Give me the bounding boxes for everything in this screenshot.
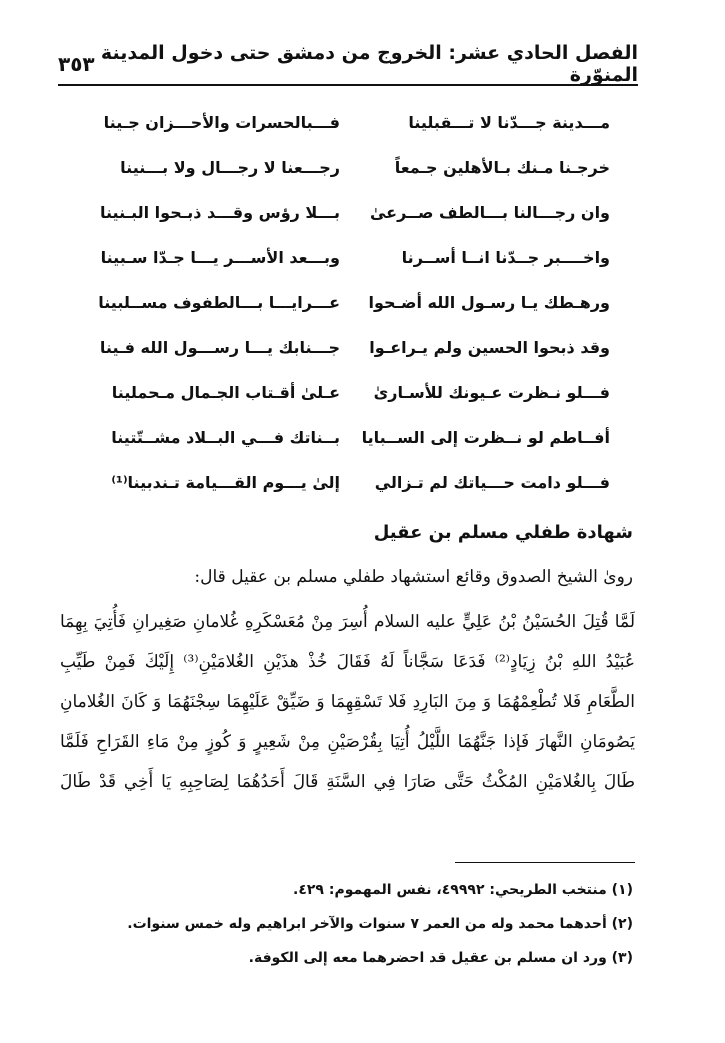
footnote: (٢) أحدهما محمد وله من العمر ٧ سنوات والآخر ابراهيم وله خمس سنوات.	[127, 916, 633, 932]
narration-text	[60, 602, 635, 802]
footnote: (١) منتخب الطريحي: ٤٩٩٩٢، نفس المهموم: ٤٢٩.	[293, 882, 633, 898]
poem-verse	[100, 370, 610, 415]
poem-verse	[100, 235, 610, 280]
verse-first-hemistich: وان رجـــالنا بـــالطف صــرعىٰ	[369, 203, 610, 222]
verse-second-hemistich: عـلىٰ أقـتاب الجـمال مـحملينا	[111, 383, 340, 402]
footnotes	[113, 876, 633, 978]
verse-first-hemistich: ورهـطك يـا رسـول الله أضـحوا	[368, 293, 610, 312]
poem-verse	[100, 100, 610, 145]
intro-paragraph: روىٰ الشيخ الصدوق وقائع استشهاد طفلي مسلم بن عقيل قال:	[194, 567, 633, 587]
footnote-divider	[455, 862, 635, 863]
verse-first-hemistich: وقد ذبحوا الحسين ولم يـراعـوا	[369, 338, 610, 357]
text-line: يَصُومَانِ النَّهارَ فَإذا جَنَّهُمَا اللَّيْلُ أُتِيَا بِقُرْصَيْنِ مِنْ شَعِيرٍ وَ كُوزٍ مِنْ مَاءِ القَرَاحِ فَلَمَّا	[60, 732, 635, 752]
text-line: الطَّعَامِ فَلا تُطْعِمْهُمَا وَ مِنَ البَارِدِ فَلا تَسْقِهِمَا وَ ضَيِّقْ عَلَيْهِمَا سِجْنَهُمَا وَ كَانَ الغُلامانِ	[60, 692, 635, 712]
verse-first-hemistich: أفــاطم لو نــظرت إلى الســبايا	[361, 428, 610, 447]
chapter-title: الفصل الحادي عشر: الخروج من دمشق حتى دخول المدينة المنوّرة	[100, 42, 638, 86]
verse-second-hemistich: فـــبالحسرات والأحـــزان جـينا	[103, 113, 340, 132]
verse-first-hemistich: فـــلو دامت حـــياتك لم تـزالي	[374, 473, 610, 492]
page-header	[58, 44, 638, 86]
section-heading: شهادة طفلي مسلم بن عقيل	[373, 522, 633, 543]
poem-verse	[100, 190, 610, 235]
poem-verse	[100, 460, 610, 505]
page-number: ٣٥٣	[58, 52, 95, 76]
text-line: طَالَ بِالغُلامَيْنِ المُكْثُ حَتَّى صَارَا فِي السَّنَةِ قَالَ أَحَدُهُمَا لِصَاحِبِهِ يَا أَخِي قَدْ طَالَ	[60, 772, 635, 792]
verse-second-hemistich: إلىٰ يـــوم القـــيامة تـندبينا⁽¹⁾	[111, 473, 340, 492]
text-line: لَمَّا قُتِلَ الحُسَيْنُ بْنُ عَلِيٍّ عليه السلام أُسِرَ مِنْ مُعَسْكَرِهِ غُلامانِ صَغِيرانِ فَأُتِيَ بِهِمَا	[60, 612, 635, 632]
verse-first-hemistich: واخــــبر جــدّنا انــا أســرنا	[401, 248, 610, 267]
poem	[100, 100, 610, 505]
verse-second-hemistich: وبـــعد الأســـر يـــا جـدّا سـبينا	[100, 248, 340, 267]
poem-verse	[100, 415, 610, 460]
poem-verse	[100, 145, 610, 190]
verse-second-hemistich: بـــلا رؤس وقـــد ذبـحوا البـنينا	[100, 203, 340, 222]
text-line: عُبَيْدُ اللهِ بْنُ زِيَادٍ⁽²⁾ فَدَعَا سَجَّاناً لَهُ فَقَالَ خُذْ هذَيْنِ الغُلامَيْنِ⁽³⁾ إِلَيْكَ فَمِنْ طَيِّبِ	[60, 652, 635, 672]
verse-second-hemistich: عـــرايـــا بـــالطفوف مســلبينا	[98, 293, 340, 312]
verse-first-hemistich: خرجـنا مـنك بـالأهلين جـمعاً	[394, 158, 610, 177]
poem-verse	[100, 325, 610, 370]
verse-first-hemistich: مـــدينة جـــدّنا لا تـــقبلينا	[408, 113, 610, 132]
verse-second-hemistich: بــناتك فـــي البــلاد مشــتّتينا	[111, 428, 340, 447]
footnote: (٣) ورد ان مسلم بن عقيل قد احضرهما معه إلى الكوفة.	[248, 950, 633, 966]
verse-second-hemistich: رجـــعنا لا رجـــال ولا بـــنينا	[120, 158, 340, 177]
verse-first-hemistich: فـــلو نـظرت عـيونك للأسـارىٰ	[373, 383, 610, 402]
poem-verse	[100, 280, 610, 325]
verse-second-hemistich: جـــنابك يـــا رســـول الله فـينا	[99, 338, 340, 357]
